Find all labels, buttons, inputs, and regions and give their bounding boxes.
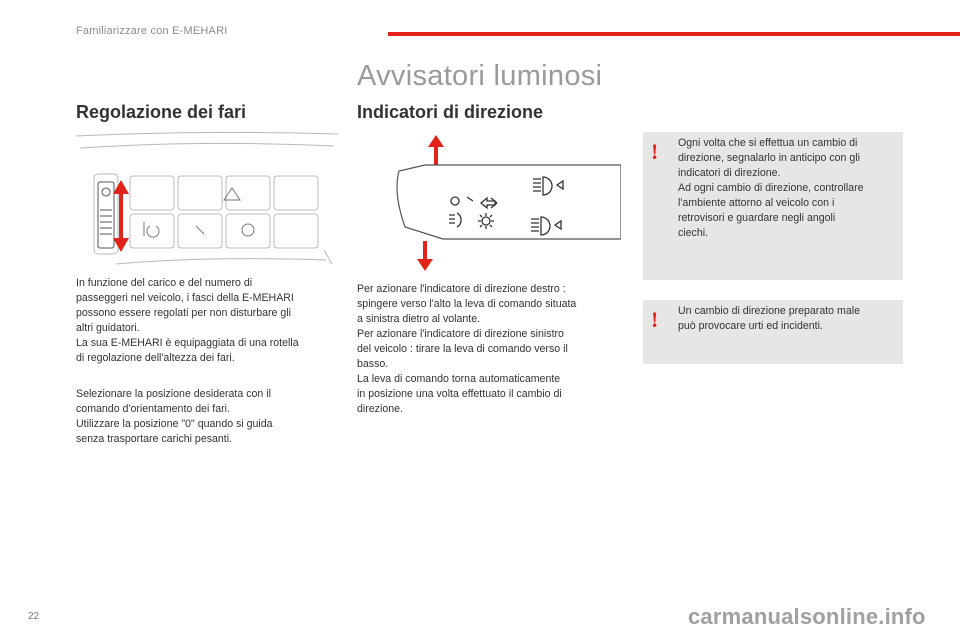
header-rule [388, 32, 960, 36]
text-line: in posizione una volta effettuato il cambio di [357, 388, 562, 400]
text-line: Selezionare la posizione desiderata con il [76, 388, 271, 400]
running-header: Familiarizzare con E-MEHARI [76, 25, 228, 37]
heading-turn-indicators: Indicatori di direzione [357, 102, 544, 122]
text-line: La leva di comando torna automaticamente [357, 373, 561, 385]
text-line: retrovisori e guardare negli angoli [678, 212, 836, 224]
text-line: a sinistra dietro al volante. [357, 313, 481, 325]
headlamp-paragraph-1 [76, 276, 341, 366]
text-line: Ad ogni cambio di direzione, controllare [678, 182, 864, 194]
warning-text [678, 304, 900, 334]
section-title: Avvisatori luminosi [357, 60, 603, 92]
text-line: passeggeri nel veicolo, i fasci della E-MEHARI [76, 292, 294, 304]
watermark: carmanualsonline.info [688, 604, 926, 629]
text-line: comando d'orientamento dei fari. [76, 403, 230, 415]
heading-headlamp-adjustment: Regolazione dei fari [76, 102, 247, 122]
text-line: indicatori di direzione. [678, 167, 781, 179]
text-line: Per azionare l'indicatore di direzione destro : [357, 283, 566, 295]
headlamp-paragraph-2 [76, 387, 341, 447]
warning-box [643, 132, 903, 280]
text-line: In funzione del carico e del numero di [76, 277, 253, 289]
warning-icon: ! [651, 307, 659, 332]
text-line: Per azionare l'indicatore di direzione sinistro [357, 328, 564, 340]
text-line: l'ambiente attorno al veicolo con i [678, 197, 835, 209]
text-line: ciechi. [678, 227, 709, 239]
text-line: Ogni volta che si effettua un cambio di [678, 137, 858, 149]
text-line: spingere verso l'alto la leva di comando situata [357, 298, 577, 310]
warning-box [643, 300, 903, 364]
text-line: basso. [357, 358, 389, 370]
page-number: 22 [28, 611, 40, 622]
text-line: del veicolo : tirare la leva di comando verso il [357, 343, 568, 355]
turn-indicator-paragraph [357, 282, 622, 417]
text-line: altri guidatori. [76, 322, 140, 334]
turn-indicator-stalk-illustration [385, 135, 621, 275]
text-line: possono essere regolati per non disturbare gli [76, 307, 291, 319]
headlamp-adjustment-illustration [76, 130, 338, 270]
text-line: direzione, segnalarlo in anticipo con gli [678, 152, 860, 164]
warning-icon: ! [651, 139, 659, 164]
text-line: Utilizzare la posizione "0" quando si guida [76, 418, 273, 430]
warning-text [678, 136, 900, 241]
text-line: La sua E-MEHARI è equipaggiata di una rotella [76, 337, 299, 349]
text-line: di regolazione dell'altezza dei fari. [76, 352, 235, 364]
text-line: può provocare urti ed incidenti. [678, 320, 823, 332]
text-line: senza trasportare carichi pesanti. [76, 433, 233, 445]
text-line: direzione. [357, 403, 403, 415]
text-line: Un cambio di direzione preparato male [678, 305, 860, 317]
